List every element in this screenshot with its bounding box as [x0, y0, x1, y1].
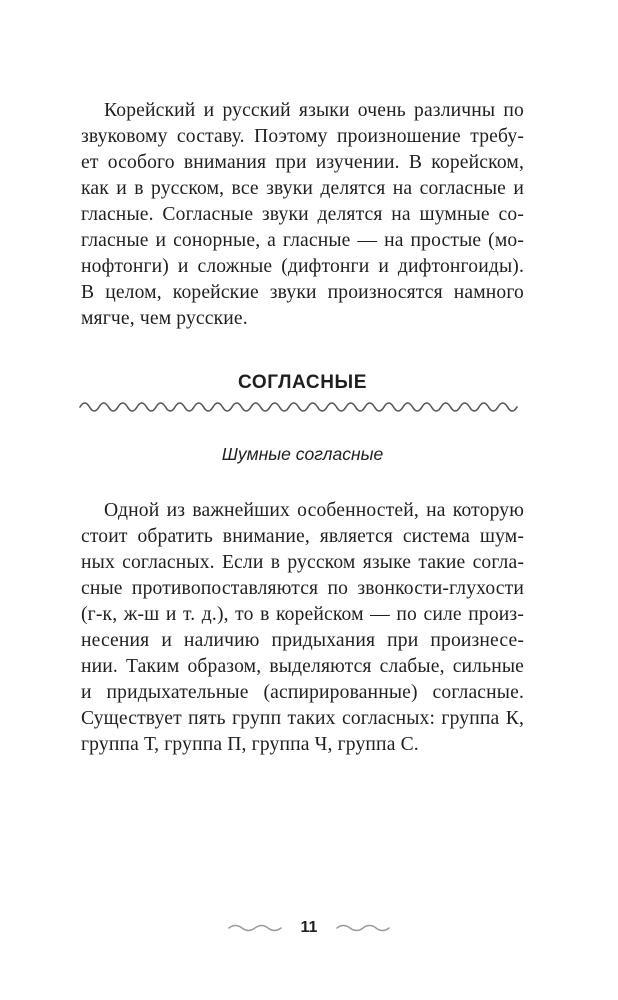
paragraph-line: Существует пять групп таких согласных: группа К,	[81, 708, 524, 729]
wave-divider	[79, 397, 526, 417]
page-number: 11	[300, 919, 318, 936]
paragraph-line: Одной из важнейших особенностей, на которую	[104, 500, 524, 521]
paragraph-line: несения и наличию придыхания при произнесе-	[81, 630, 524, 651]
paragraph-line: гласные. Согласные звуки делятся на шумные со-	[81, 204, 524, 225]
paragraph-line: сные противопоставляются по звонкости-глухости	[81, 578, 524, 599]
paragraph-line: как и в русском, все звуки делятся на согласные и	[81, 178, 524, 199]
page-footer	[224, 914, 394, 944]
folio-wave-right-icon	[336, 922, 390, 934]
paragraph-line: группа Т, группа П, группа Ч, группа С.	[81, 734, 419, 755]
paragraph-line: В целом, корейские звуки произносятся намного	[81, 282, 524, 303]
paragraph-line: мягче, чем русские.	[81, 308, 248, 329]
paragraph-line: ных согласных. Если в русском языке такие согла-	[81, 552, 524, 573]
paragraph-line: Корейский и русский языки очень различны по	[104, 100, 524, 121]
paragraph-line: гласные и сонорные, а гласные — на простые (мо-	[81, 230, 524, 251]
paragraph-line: нии. Таким образом, выделяются слабые, сильные	[81, 656, 524, 677]
section-subtitle: Шумные согласные	[221, 444, 384, 464]
paragraph-line: и придыхательные (аспирированные) согласные.	[81, 682, 524, 703]
paragraph-line: ет особого внимания при изучении. В корейском,	[81, 152, 524, 173]
paragraph-line: звуковому составу. Поэтому произношение требу-	[81, 126, 524, 147]
paragraph-line: стоит обратить внимание, является система шум-	[81, 526, 524, 547]
paragraph-line: нофтонги) и сложные (дифтонги и дифтонгоиды).	[81, 256, 524, 277]
section-title: СОГЛАСНЫЕ	[237, 372, 368, 393]
paragraph-line: (г-к, ж-ш и т. д.), то в корейском — по силе произ-	[81, 604, 524, 625]
